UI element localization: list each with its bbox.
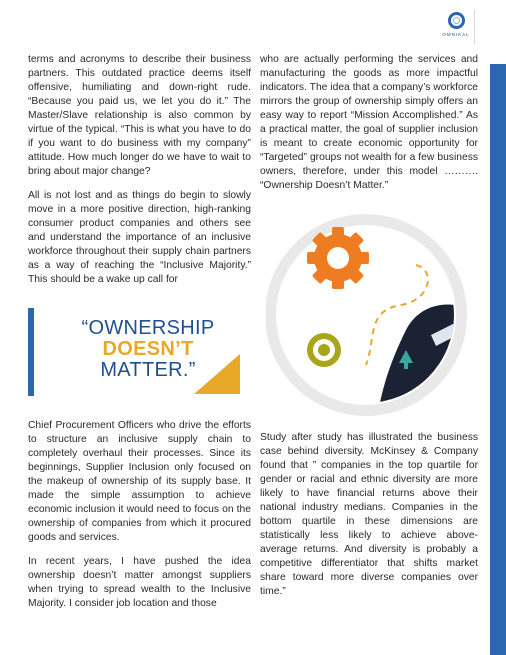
paragraph: Study after study has illustrated the business case behind diversity. McKinsey & Company found that ” companies in the top quartile for gender or racial and ethnic diversity are more likely to have financial returns above their national industry medians. Companies in the bottom quartile in these dimensions are statistically less likely to achieve above-average returns. And diversity is probably a competitive differentiator that shifts market share toward more diverse companies over time.”	[260, 432, 478, 597]
pull-quote-line-2: DOESN’T	[102, 338, 194, 360]
column-right-top	[260, 53, 478, 203]
logo-divider	[474, 10, 475, 44]
paragraph: In recent years, I have pushed the idea ownership doesn’t matter amongst suppliers when trying to spread wealth to the Inclusive Majority. I consider job location and those	[28, 556, 251, 609]
column-left-top	[28, 53, 251, 297]
target-icon	[307, 333, 341, 367]
paragraph: terms and acronyms to describe their business partners. This outdated practice deems itself offensive, humiliating and down-right rude. “Because you paid us, we let you do it.” The Master/Slave relationship is also common by virtue of the typical. “This is what you have to do if you want to do business with my company” attitude. How much longer do we have to wait to bring about major change?	[28, 54, 251, 177]
column-left-bottom	[28, 419, 251, 621]
paragraph: Chief Procurement Officers who drive the efforts to structure an inclusive supply chain to completely overhaul their processes. Since its beginnings, Supplier Inclusion only focused on the makeup of ownership of its supply base. It made the simple assumption to achieve economic inclusion it would need to focus on the ownership of companies from which it procured goods and services.	[28, 420, 251, 543]
pull-quote-line-1: “OWNERSHIP	[81, 317, 215, 339]
paragraph: All is not lost and as things do begin to slowly move in a more positive direction, high-ranking consumer product companies and others see and understand the importance of an inclusive workforce throughout their supply chain partners as a way of reaching the “Inclusive Majority.” This should be a wake up call for	[28, 190, 251, 285]
logo-wordmark: OMNIKAL	[442, 32, 470, 37]
logo-mark	[448, 12, 465, 29]
page-side-bar	[490, 64, 506, 655]
pull-quote-line-3: MATTER.”	[100, 359, 196, 381]
pull-quote-triangle	[194, 354, 240, 394]
illustration-circle	[266, 210, 470, 420]
pull-quote-bar	[28, 308, 34, 396]
omnikal-logo	[440, 12, 472, 46]
column-right-bottom	[260, 431, 478, 609]
paragraph: who are actually performing the services and manufacturing the goods as more impactful indicators. The idea that a company’s workforce mirrors the group of ownership simply offers an easy way to report “Mission Accomplished.” As a practical matter, the goal of supplier inclusion is meant to create economic opportunity for “Targeted” groups not wealth for a few business owners, therefore, under this model ………. “Ownership Doesn’t Matter.”	[260, 54, 478, 191]
gear-icon	[307, 227, 369, 289]
pull-quote	[28, 308, 242, 398]
